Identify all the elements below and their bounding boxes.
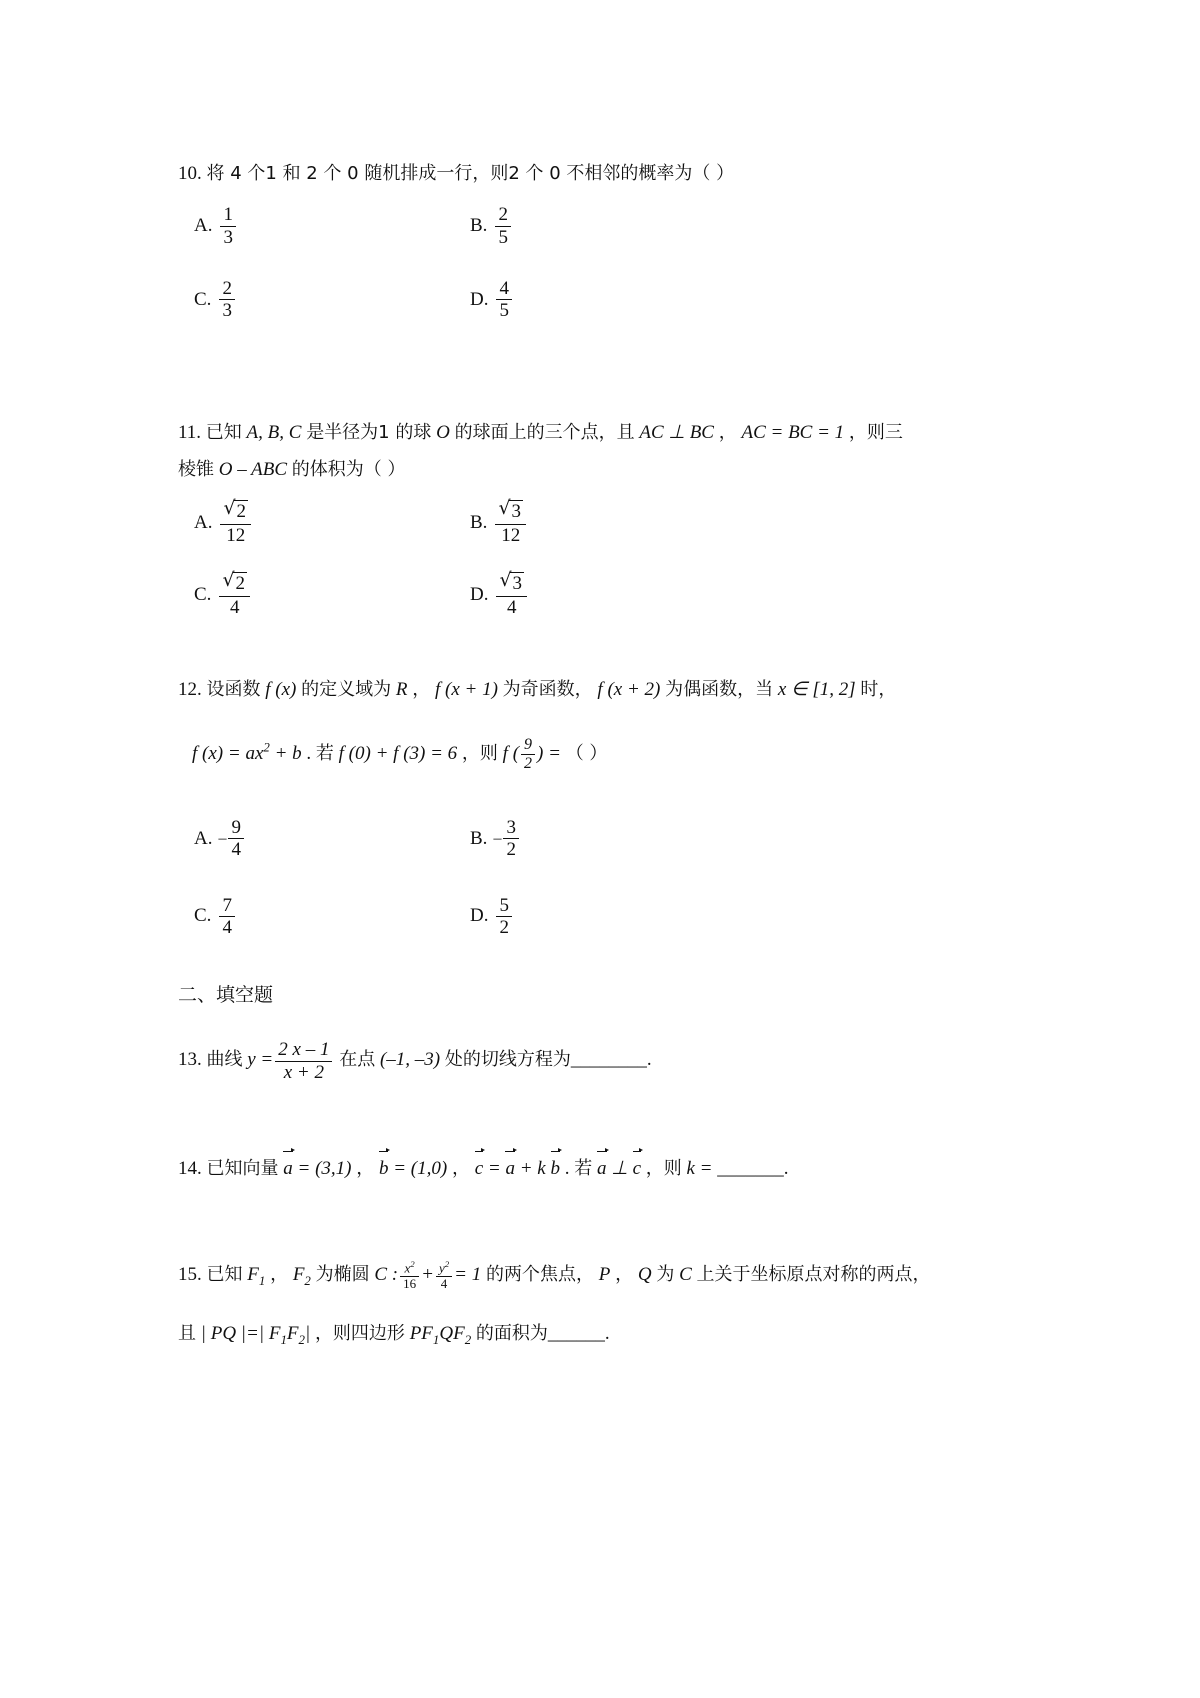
option-row-ab <box>178 817 1018 861</box>
question-14-vec-a2: a <box>505 1157 515 1179</box>
question-15-comma-1: ， <box>270 1264 289 1286</box>
question-14-number: 14. <box>178 1157 202 1179</box>
question-15-plus: + <box>421 1264 434 1286</box>
question-11-perp: AC ⊥ BC <box>639 422 714 444</box>
question-15-number: 15. <box>178 1264 202 1286</box>
option-11-C-fraction <box>219 572 250 618</box>
option-12-D-numerator: 5 <box>499 894 509 916</box>
question-14-eq-c: = <box>487 1157 501 1179</box>
question-15-P: P <box>598 1264 611 1286</box>
question-12-arg-denominator: 2 <box>521 754 535 773</box>
option-12-B-denominator: 2 <box>503 838 519 860</box>
question-15-text-1: 已知 <box>206 1264 243 1286</box>
option-11-A-denominator: 12 <box>220 524 251 546</box>
question-14-vec-a: a <box>283 1157 293 1179</box>
question-12-sum: f (0) + f (3) = 6 <box>338 743 458 765</box>
option-12-B-sign: – <box>493 829 502 847</box>
question-13-text-2: 在点 <box>339 1049 376 1071</box>
option-11-B-fraction <box>495 500 526 546</box>
question-13 <box>178 1039 1018 1083</box>
option-11-C[interactable] <box>178 572 442 618</box>
question-15-comma-2: ， <box>615 1264 634 1286</box>
option-10-B[interactable] <box>442 204 718 248</box>
option-12-A-sign: – <box>218 829 227 847</box>
question-10-options <box>178 204 1018 321</box>
question-13-answer-blank[interactable]: ________ <box>570 1049 647 1071</box>
option-10-D-denominator: 5 <box>496 299 512 321</box>
question-13-fraction <box>275 1039 332 1083</box>
option-11-A[interactable] <box>178 500 442 546</box>
option-11-B-label: B. <box>470 511 488 533</box>
question-12-comma-1: ， <box>412 679 431 701</box>
option-10-D-label: D. <box>470 288 489 310</box>
option-10-C-fraction <box>219 278 235 322</box>
question-14-eq-a: = (3,1) <box>297 1157 352 1179</box>
question-12-stem-line2 <box>178 736 1018 773</box>
question-15-line2-comma: ，则四边形 <box>314 1322 405 1344</box>
question-11-abc: A, B, C <box>246 422 302 444</box>
option-11-D[interactable] <box>442 572 718 618</box>
question-13-period: . <box>646 1049 652 1071</box>
question-14-perp: ⊥ <box>611 1157 628 1179</box>
question-15-F1-sub: 1 <box>258 1272 266 1288</box>
sqrt-icon: √ 2 <box>223 500 248 524</box>
option-10-A-denominator: 3 <box>220 226 236 248</box>
option-11-C-denominator: 4 <box>219 596 250 618</box>
question-12-domain: x ∈ [1, 2] <box>777 679 856 701</box>
question-12-comma-2: ，则 <box>461 743 498 765</box>
question-13-point: (–1, –3) <box>379 1049 441 1071</box>
question-12-fopen: f ( <box>502 743 520 765</box>
question-15-y-exp: 2 <box>444 1259 450 1269</box>
question-11-text-1: 已知 <box>205 422 242 444</box>
question-12-text-3: 为奇函数， <box>502 679 593 701</box>
option-12-C-numerator: 7 <box>222 894 232 916</box>
question-15-text-4: 为 <box>656 1264 675 1286</box>
question-13-denominator: x + 2 <box>275 1061 332 1083</box>
question-14-stem <box>178 1151 1018 1185</box>
question-15-y-var: y <box>438 1260 445 1276</box>
question-10-number: 10. <box>178 163 202 184</box>
question-10-text: 将 4 个1 和 2 个 0 随机排成一行，则2 个 0 不相邻的概率为（ ） <box>206 163 735 184</box>
option-10-B-numerator: 2 <box>498 204 508 226</box>
option-12-D[interactable] <box>442 895 718 939</box>
option-10-D-numerator: 4 <box>499 277 509 299</box>
option-12-B-numerator: 3 <box>506 817 516 839</box>
option-12-A-numerator: 9 <box>231 817 241 839</box>
vector-a2-icon <box>505 1151 515 1185</box>
question-15-quad-sub2: 2 <box>464 1331 472 1347</box>
option-12-A[interactable] <box>178 817 442 861</box>
option-11-D-numerator <box>496 572 527 596</box>
question-12-fx1: f (x + 1) <box>434 679 498 701</box>
question-14-answer-blank[interactable]: _______ <box>717 1157 784 1179</box>
question-12-exponent: 2 <box>263 739 270 755</box>
option-11-C-label: C. <box>194 584 212 606</box>
question-13-text-3: 处的切线方程为 <box>444 1049 571 1071</box>
question-12-fx2: f (x + 2) <box>597 679 661 701</box>
question-15-F2-sub: 2 <box>304 1272 311 1288</box>
question-15-y-numerator <box>436 1260 452 1276</box>
option-11-B[interactable] <box>442 500 718 546</box>
question-11-comma-1: ， <box>718 422 737 444</box>
question-15-quad-pf: PF <box>409 1322 433 1344</box>
question-13-number: 13. <box>178 1049 202 1071</box>
question-15-y-fraction <box>436 1260 452 1291</box>
vector-a-icon <box>283 1151 293 1185</box>
question-12-text-4: 为偶函数，当 <box>665 679 774 701</box>
option-11-C-numerator <box>219 572 250 596</box>
sqrt-icon: √ 3 <box>499 572 524 596</box>
option-12-A-label: A. <box>194 827 213 849</box>
option-11-B-numerator <box>495 500 526 524</box>
question-15-pq-sub1: 1 <box>280 1331 287 1347</box>
question-11-stem-line2 <box>178 454 1018 486</box>
option-row-cd <box>178 572 1018 618</box>
question-14-vec-b2: b <box>550 1157 560 1179</box>
option-12-C-label: C. <box>194 905 212 927</box>
question-12-text-1: 设函数 <box>206 679 261 701</box>
question-14-period-1: . <box>564 1157 570 1179</box>
option-10-C-denominator: 3 <box>219 299 235 321</box>
option-12-C-fraction <box>219 895 235 939</box>
question-15 <box>178 1259 1018 1351</box>
option-10-D[interactable] <box>442 278 718 322</box>
option-11-D-label: D. <box>470 584 489 606</box>
question-15-line2-text-1: 且 <box>178 1322 196 1344</box>
question-15-pq-sub2: 2 <box>298 1331 305 1347</box>
option-12-C[interactable] <box>178 895 442 939</box>
question-14-vec-a3: a <box>597 1157 607 1179</box>
option-12-D-label: D. <box>470 905 489 927</box>
document-content <box>178 0 1018 1351</box>
question-12 <box>178 674 1018 938</box>
option-row-cd <box>178 278 1018 322</box>
question-14 <box>178 1151 1018 1185</box>
question-14-ruo: 若 <box>574 1157 593 1179</box>
question-15-answer-blank[interactable]: ______ <box>547 1322 605 1344</box>
option-11-D-denominator: 4 <box>496 596 527 618</box>
question-11-eq: AC = BC = 1 <box>741 422 845 444</box>
question-14-eq-b: = (1,0) <box>393 1157 448 1179</box>
question-14-vec-b: b <box>378 1157 389 1179</box>
question-14-text-1: 已知向量 <box>206 1157 279 1179</box>
option-row-ab <box>178 500 1018 546</box>
sqrt-icon: √ 3 <box>498 500 523 524</box>
question-11 <box>178 417 1018 618</box>
question-10 <box>178 158 1018 321</box>
question-12-text-2: 的定义域为 <box>301 679 392 701</box>
option-12-D-fraction <box>496 895 512 939</box>
option-11-D-fraction <box>496 572 527 618</box>
question-12-fclose: ) = <box>537 743 561 765</box>
question-11-line2-a: 棱锥 <box>178 458 214 480</box>
question-15-x-numerator <box>400 1260 419 1276</box>
question-14-comma-1: ， <box>356 1157 375 1179</box>
option-10-C-label: C. <box>194 288 212 310</box>
option-12-A-denominator: 4 <box>228 838 244 860</box>
option-11-A-numerator <box>220 500 251 524</box>
question-15-x-denominator: 16 <box>400 1276 419 1292</box>
option-10-A-fraction <box>220 204 236 248</box>
question-11-line2-oabc: O – ABC <box>218 458 288 480</box>
option-11-A-fraction <box>220 500 251 546</box>
option-10-B-denominator: 5 <box>495 226 511 248</box>
option-12-C-denominator: 4 <box>219 916 235 938</box>
option-12-B-label: B. <box>470 827 488 849</box>
question-12-plusb: + b <box>274 743 302 765</box>
question-15-y-denominator: 4 <box>436 1276 452 1292</box>
question-12-R: R <box>395 679 408 701</box>
question-12-eq: f (x) = ax <box>192 743 264 765</box>
question-12-options <box>178 817 1018 938</box>
question-15-stem <box>178 1259 1018 1292</box>
question-14-k: k = <box>686 1157 713 1179</box>
vector-b-icon <box>379 1151 389 1185</box>
question-15-pq: | PQ |=| F <box>200 1322 281 1344</box>
question-15-quad-sub1: 1 <box>432 1331 440 1347</box>
question-11-stem <box>178 417 1018 449</box>
question-14-comma-3: ，则 <box>645 1157 682 1179</box>
vector-c2-icon <box>633 1151 641 1185</box>
vector-a3-icon <box>597 1151 607 1185</box>
question-12-fx: f (x) <box>265 679 297 701</box>
section-2-title: 二、填空题 <box>178 984 274 1007</box>
question-15-period: . <box>604 1322 610 1344</box>
question-15-f2: F <box>286 1322 299 1344</box>
question-15-line2-text-2: 的面积为 <box>475 1322 548 1344</box>
option-10-A-label: A. <box>194 215 213 237</box>
option-10-A[interactable] <box>178 204 442 248</box>
question-11-options <box>178 500 1018 618</box>
question-15-pq-close: | <box>304 1322 311 1344</box>
question-12-text-5: 时， <box>860 679 897 701</box>
question-12-arg-numerator: 9 <box>524 736 533 754</box>
question-11-text-3: 的球面上的三个点，且 <box>454 422 635 444</box>
question-13-stem <box>178 1039 1018 1083</box>
question-14-period: . <box>783 1157 789 1179</box>
option-11-A-label: A. <box>194 511 213 533</box>
question-14-vec-c: c <box>474 1157 484 1179</box>
option-12-B[interactable] <box>442 817 718 861</box>
vector-b2-icon <box>551 1151 561 1185</box>
option-12-D-denominator: 2 <box>496 916 512 938</box>
question-12-answer-paren: （ ） <box>565 743 608 765</box>
question-12-stem <box>178 674 1018 706</box>
question-13-numerator: 2 x – 1 <box>278 1039 330 1061</box>
option-10-A-numerator: 1 <box>223 204 233 226</box>
option-10-B-fraction <box>495 204 511 248</box>
question-15-text-5: 上关于坐标原点对称的两点， <box>696 1264 931 1286</box>
question-15-Q: Q <box>637 1264 652 1286</box>
option-row-ab <box>178 204 1018 248</box>
question-15-C: C : <box>374 1264 399 1286</box>
option-10-B-label: B. <box>470 215 488 237</box>
question-11-text-2: 是半径为1 的球 <box>306 422 432 444</box>
question-12-arg-fraction <box>521 736 535 773</box>
question-15-text-2: 为椭圆 <box>315 1264 370 1286</box>
vector-c-icon <box>475 1151 483 1185</box>
question-15-F1: F <box>247 1264 259 1286</box>
question-15-stem-line2 <box>178 1318 1018 1351</box>
question-13-text-1: 曲线 <box>206 1049 243 1071</box>
question-15-text-3: 的两个焦点， <box>485 1264 594 1286</box>
option-10-C[interactable] <box>178 278 442 322</box>
question-14-comma-2: ， <box>451 1157 470 1179</box>
question-10-stem <box>178 158 1018 190</box>
question-12-number: 12. <box>178 679 202 701</box>
question-15-F2: F <box>292 1264 305 1286</box>
question-15-eq1: = 1 <box>454 1264 482 1286</box>
question-11-o: O <box>436 422 450 444</box>
question-12-ruo: 若 <box>315 743 334 765</box>
option-12-B-fraction <box>503 817 519 861</box>
option-11-B-denominator: 12 <box>495 524 526 546</box>
option-10-D-fraction <box>496 278 512 322</box>
question-14-plus-k: + k <box>519 1157 546 1179</box>
question-14-vec-c2: c <box>632 1157 641 1179</box>
question-13-y: y = <box>247 1049 274 1071</box>
question-15-C2: C <box>679 1264 692 1286</box>
option-12-A-fraction <box>228 817 244 861</box>
question-15-x-var: x <box>404 1260 411 1276</box>
question-11-line2-b: 的体积为（ ） <box>291 458 406 480</box>
question-11-comma-2: ，则三 <box>848 422 903 444</box>
option-10-C-numerator: 2 <box>222 277 232 299</box>
question-15-x-exp: 2 <box>410 1259 415 1269</box>
question-12-period-1: . <box>306 743 312 765</box>
question-15-quad-qf: QF <box>439 1322 465 1344</box>
question-15-x-fraction <box>400 1260 419 1291</box>
question-11-number: 11. <box>178 422 202 444</box>
option-row-cd <box>178 895 1018 939</box>
section-2-heading <box>178 980 1018 1007</box>
sqrt-icon: √ 2 <box>222 572 247 596</box>
